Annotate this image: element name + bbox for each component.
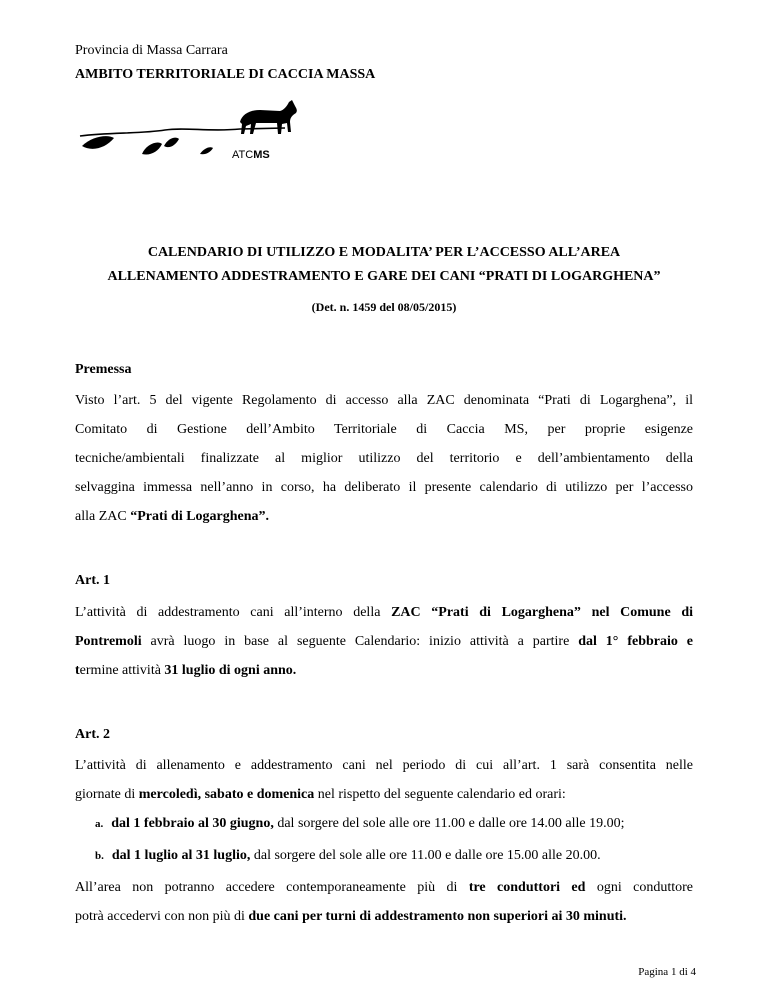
premessa-line-3: tecniche/ambientali finalizzate al miglior utilizzo del territorio e dell’ambientamento della xyxy=(75,451,693,466)
premessa-line-1: Visto l’art. 5 del vigente Regolamento di accesso alla ZAC denominata “Prati di Logarghena”, il xyxy=(75,393,693,408)
art2-heading: Art. 2 xyxy=(75,727,110,742)
doc-title-line1: CALENDARIO DI UTILIZZO E MODALITA’ PER L’ACCESSO ALL’AREA xyxy=(147,245,621,260)
art1-line-3: termine attività 31 luglio di ogni anno. xyxy=(75,663,297,678)
art2-line-1: L’attività di allenamento e addestramento cani nel periodo di cui all’art. 1 sarà consentita nelle xyxy=(75,758,693,773)
list-item: a. dal 1 febbraio al 30 giugno, dal sorgere del sole alle ore 11.00 e dalle ore 14.00 alle 19.00; xyxy=(95,816,625,831)
art1-line-2: Pontremoli avrà luogo in base al seguente Calendario: inizio attività a partire dal 1° febbraio e xyxy=(75,634,693,649)
premessa-line-2: Comitato di Gestione dell’Ambito Territoriale di Caccia MS, per proprie esigenze xyxy=(75,422,693,437)
list-item: b. dal 1 luglio al 31 luglio, dal sorgere del sole alle ore 11.00 e dalle ore 15.00 alle 20.00. xyxy=(95,848,601,863)
premessa-line-4: selvaggina immessa nell’anno in corso, ha deliberato il presente calendario di utilizzo per l’accesso xyxy=(75,480,693,495)
province-name: Provincia di Massa Carrara xyxy=(75,43,228,58)
art1-line-1: L’attività di addestramento cani all’interno della ZAC “Prati di Logarghena” nel Comune di xyxy=(75,605,693,620)
ambito-title: AMBITO TERRITORIALE DI CACCIA MASSA xyxy=(75,67,376,82)
page-number: Pagina 1 di 4 xyxy=(638,966,696,978)
atc-ms-logo xyxy=(70,96,320,166)
doc-title-line2: ALLENAMENTO ADDESTRAMENTO E GARE DEI CANI “PRATI DI LOGARGHENA” xyxy=(107,269,661,284)
premessa-line-5: alla ZAC “Prati di Logarghena”. xyxy=(75,509,270,524)
art2-line-3: All’area non potranno accedere contemporaneamente più di tre conduttori ed ogni conduttore xyxy=(75,880,693,895)
svg-text:ATCMS: ATCMS xyxy=(232,149,270,161)
art2-line-4: potrà accedervi con non più di due cani per turni di addestramento non superiori ai 30 minuti. xyxy=(75,909,627,924)
premessa-heading: Premessa xyxy=(75,362,132,377)
art1-heading: Art. 1 xyxy=(75,573,110,588)
art2-line-2: giornate di mercoledì, sabato e domenica nel rispetto del seguente calendario ed orari: xyxy=(75,787,566,802)
det-reference: (Det. n. 1459 del 08/05/2015) xyxy=(311,300,457,314)
